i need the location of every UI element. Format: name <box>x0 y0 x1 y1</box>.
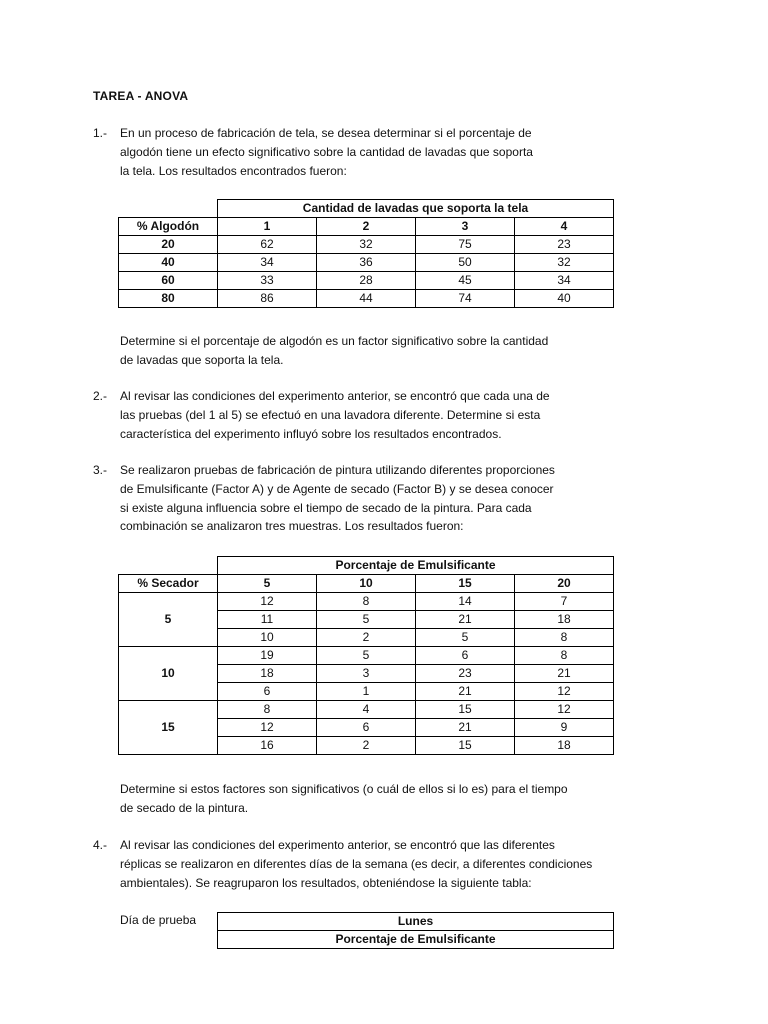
question-2-line: Al revisar las condiciones del experimento anterior, se encontró que cada una de <box>120 389 550 403</box>
row-label: 60 <box>119 272 218 290</box>
table-column-header: 20 <box>515 575 614 593</box>
question-3-text <box>120 461 600 536</box>
table-cell: 7 <box>515 593 614 611</box>
table-cell: 1 <box>317 683 416 701</box>
question-1-line: algodón tiene un efecto significativo sobre la cantidad de lavadas que soporta <box>120 144 533 159</box>
table-cell: 21 <box>416 683 515 701</box>
table-cell: 3 <box>317 665 416 683</box>
table-row <box>119 236 614 254</box>
table-cell: 12 <box>515 701 614 719</box>
table-cell: 18 <box>515 611 614 629</box>
table-row-header: % Secador <box>119 575 218 593</box>
question-1-followup-line: de lavadas que soporta la tela. <box>120 352 284 367</box>
question-1-line: En un proceso de fabricación de tela, se desea determinar si el porcentaje de <box>120 126 532 140</box>
table-cell: 14 <box>416 593 515 611</box>
table-cell: 34 <box>218 254 317 272</box>
question-1-followup <box>120 332 600 370</box>
row-label: 80 <box>119 290 218 308</box>
table-cell: 62 <box>218 236 317 254</box>
table-cell: 15 <box>416 701 515 719</box>
algodon-table <box>118 199 614 308</box>
table-row-header: % Algodón <box>119 218 218 236</box>
question-4-number: 4.- <box>93 838 108 852</box>
table-cell: 19 <box>218 647 317 665</box>
table-cell: 6 <box>317 719 416 737</box>
document-title: TAREA - ANOVA <box>93 89 189 103</box>
question-4-line: Al revisar las condiciones del experimento anterior, se encontró que las diferentes <box>120 838 555 852</box>
table-cell: 86 <box>218 290 317 308</box>
table-row <box>119 701 614 719</box>
table-row <box>119 647 614 665</box>
dias-table <box>217 912 614 949</box>
question-3-line: combinación se analizaron tres muestras. Los resultados fueron: <box>120 519 464 534</box>
table-cell: 34 <box>515 272 614 290</box>
table-column-header: 15 <box>416 575 515 593</box>
table-group-header: Porcentaje de Emulsificante <box>218 557 614 575</box>
question-1-text <box>120 124 600 180</box>
table-cell: 21 <box>515 665 614 683</box>
table-cell: 44 <box>317 290 416 308</box>
table-column-header: 3 <box>416 218 515 236</box>
table-cell: 75 <box>416 236 515 254</box>
question-2-line: característica del experimento influyó sobre los resultados encontrados. <box>120 426 502 441</box>
table-cell: 16 <box>218 737 317 755</box>
table-cell: 15 <box>416 737 515 755</box>
table-cell: 5 <box>317 647 416 665</box>
table-column-header: 5 <box>218 575 317 593</box>
table-row <box>119 254 614 272</box>
table-cell: 23 <box>416 665 515 683</box>
question-2-line: las pruebas (del 1 al 5) se efectuó en una lavadora diferente. Determine si esta <box>120 407 541 422</box>
dia-prueba-label: Día de prueba <box>120 913 197 927</box>
table-cell: 12 <box>515 683 614 701</box>
table-cell: 23 <box>515 236 614 254</box>
table-cell: 32 <box>317 236 416 254</box>
table-cell: 11 <box>218 611 317 629</box>
group-label: 15 <box>119 701 218 755</box>
table-cell: 12 <box>218 719 317 737</box>
table-cell: 74 <box>416 290 515 308</box>
question-3-line: si existe alguna influencia sobre el tiempo de secado de la pintura. Para cada <box>120 500 532 515</box>
table-corner <box>119 200 218 218</box>
table-cell: 28 <box>317 272 416 290</box>
table-column-header: 10 <box>317 575 416 593</box>
question-2-number: 2.- <box>93 389 108 403</box>
row-label: 40 <box>119 254 218 272</box>
table-row <box>119 272 614 290</box>
question-4-line: réplicas se realizaron en diferentes días de la semana (es decir, a diferentes condiciones <box>120 856 593 871</box>
question-4-line: ambientales). Se reagruparon los resultados, obteniéndose la siguiente tabla: <box>120 875 532 890</box>
table-cell: 8 <box>218 701 317 719</box>
table-cell: 6 <box>218 683 317 701</box>
table-column-header: 2 <box>317 218 416 236</box>
table-group-header: Cantidad de lavadas que soporta la tela <box>218 200 614 218</box>
table-cell: 33 <box>218 272 317 290</box>
table-column-header: 1 <box>218 218 317 236</box>
table-cell: 9 <box>515 719 614 737</box>
table-cell: 8 <box>515 647 614 665</box>
secador-table <box>118 556 614 755</box>
table-cell: 5 <box>317 611 416 629</box>
table-row <box>119 290 614 308</box>
table-cell: 6 <box>416 647 515 665</box>
table-cell: 5 <box>416 629 515 647</box>
question-3-number: 3.- <box>93 463 108 477</box>
question-1-line: la tela. Los resultados encontrados fueron: <box>120 163 347 178</box>
group-label: 5 <box>119 593 218 647</box>
question-3-followup-line: de secado de la pintura. <box>120 800 249 815</box>
table-cell: 8 <box>317 593 416 611</box>
table-cell: 32 <box>515 254 614 272</box>
table-cell: 21 <box>416 719 515 737</box>
table-cell: 10 <box>218 629 317 647</box>
table-cell: 18 <box>218 665 317 683</box>
question-2-text <box>120 387 600 443</box>
row-label: 20 <box>119 236 218 254</box>
table-cell: 18 <box>515 737 614 755</box>
table-cell: 40 <box>515 290 614 308</box>
question-1-number: 1.- <box>93 126 108 140</box>
question-3-followup-line: Determine si estos factores son significativos (o cuál de ellos si lo es) para el tiempo <box>120 782 568 796</box>
question-4-text <box>120 836 600 892</box>
group-label: 10 <box>119 647 218 701</box>
table-cell: 2 <box>317 629 416 647</box>
table-cell: 36 <box>317 254 416 272</box>
table-cell: 12 <box>218 593 317 611</box>
question-1-followup-line: Determine si el porcentaje de algodón es un factor significativo sobre la cantidad <box>120 334 549 348</box>
table-cell: 50 <box>416 254 515 272</box>
question-3-followup <box>120 780 600 818</box>
table-cell: 21 <box>416 611 515 629</box>
table-cell: 8 <box>515 629 614 647</box>
table-cell: 2 <box>317 737 416 755</box>
question-3-line: Se realizaron pruebas de fabricación de pintura utilizando diferentes proporciones <box>120 463 555 477</box>
table-corner <box>119 557 218 575</box>
table-group-header: Porcentaje de Emulsificante <box>218 931 614 949</box>
day-header: Lunes <box>218 913 614 931</box>
table-column-header: 4 <box>515 218 614 236</box>
question-3-line: de Emulsificante (Factor A) y de Agente de secado (Factor B) y se desea conocer <box>120 481 554 496</box>
table-row <box>119 593 614 611</box>
table-cell: 4 <box>317 701 416 719</box>
table-cell: 45 <box>416 272 515 290</box>
